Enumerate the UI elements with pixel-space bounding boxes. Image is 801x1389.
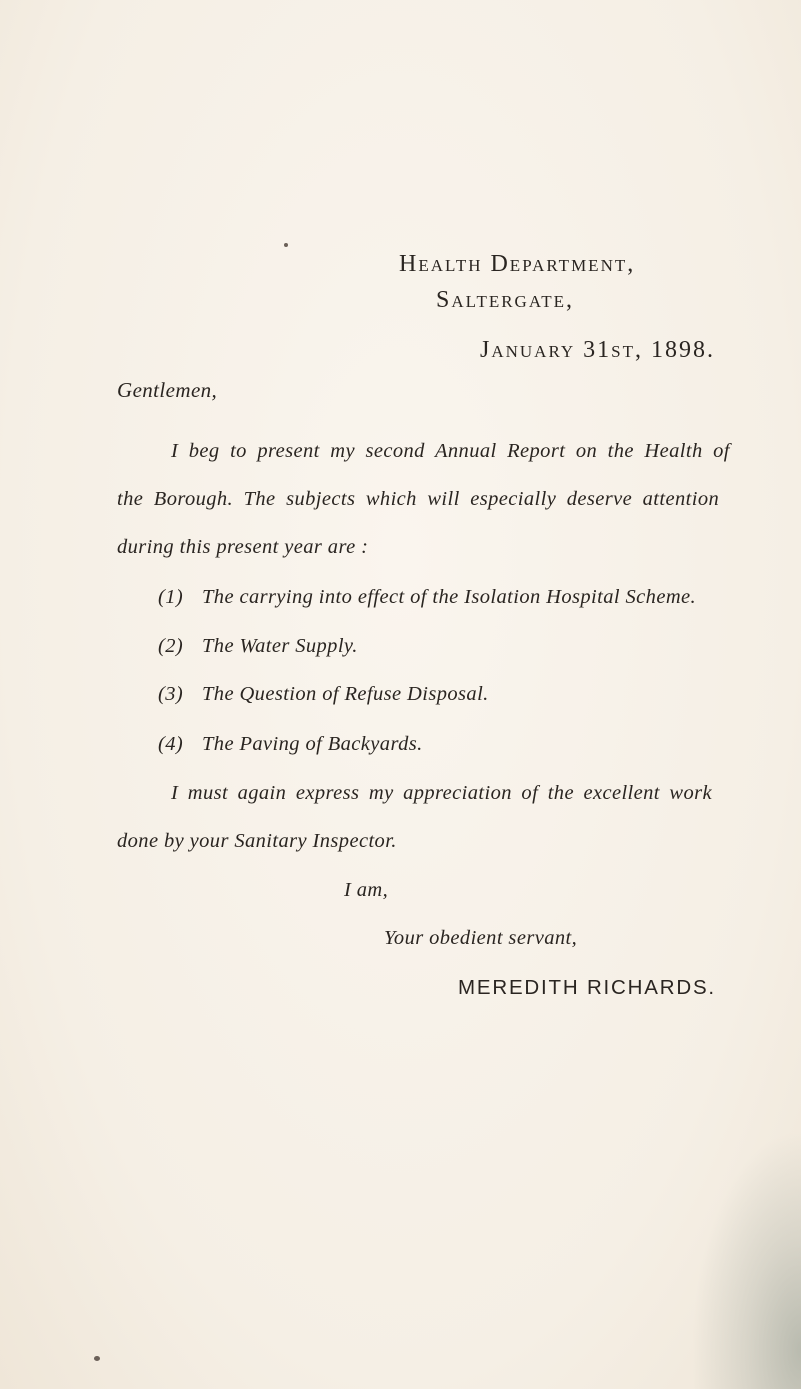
paragraph1-line1: I beg to present my second Annual Report on the Health of xyxy=(171,440,730,462)
salutation: Gentlemen, xyxy=(117,378,218,402)
signature: MEREDITH RICHARDS. xyxy=(458,976,716,999)
list-item-number: (2) xyxy=(158,635,184,657)
letter-date: January 31st, 1898. xyxy=(480,337,715,363)
closing-line1: I am, xyxy=(344,879,389,901)
list-item-text: The carrying into effect of the Isolation Hospital Scheme. xyxy=(202,586,697,608)
list-item-number: (3) xyxy=(158,683,184,705)
paper-speck xyxy=(284,243,288,247)
department-heading: Health Department, xyxy=(399,251,636,277)
street-address: Saltergate, xyxy=(436,287,574,313)
paragraph1-line3: during this present year are : xyxy=(117,536,369,558)
list-item-text: The Water Supply. xyxy=(202,635,358,657)
closing-line2: Your obedient servant, xyxy=(384,927,578,949)
list-item xyxy=(158,683,489,706)
paper-stain xyxy=(691,1129,801,1389)
paragraph1-line2: the Borough. The subjects which will especially deserve attention xyxy=(117,488,720,510)
paragraph2-line1: I must again express my appreciation of the excellent work xyxy=(171,782,713,804)
list-item xyxy=(158,635,358,658)
paper-speck xyxy=(94,1356,100,1361)
list-item-text: The Question of Refuse Disposal. xyxy=(202,683,489,705)
list-item-text: The Paving of Backyards. xyxy=(202,733,423,755)
paragraph2-line2: done by your Sanitary Inspector. xyxy=(117,830,397,852)
list-item xyxy=(158,733,423,756)
list-item-number: (1) xyxy=(158,586,184,608)
list-item xyxy=(158,586,696,609)
list-item-number: (4) xyxy=(158,733,184,755)
